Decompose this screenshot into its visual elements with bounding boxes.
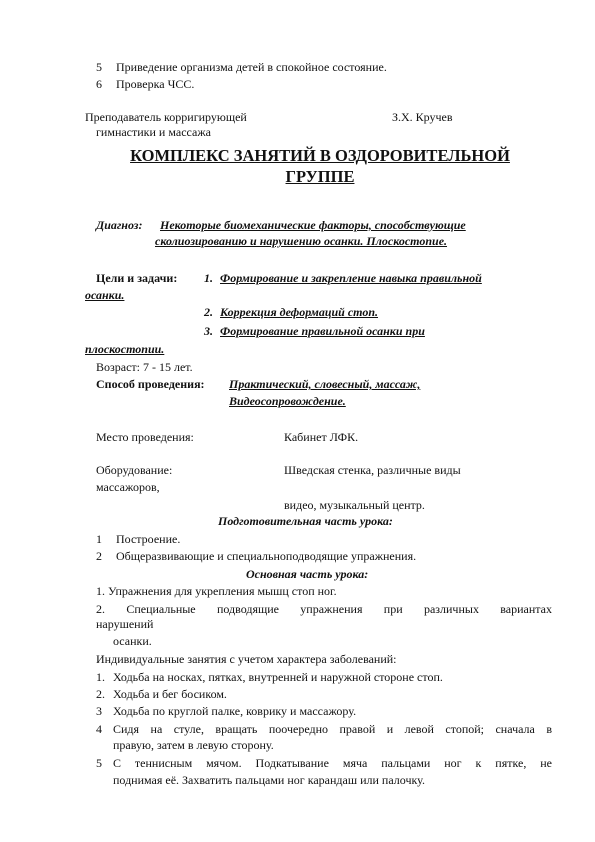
main-part-heading: Основная часть урока:: [246, 567, 369, 581]
list-item-text-continued: правую, затем в левую сторону.: [113, 738, 274, 752]
equipment-label: Оборудование:: [96, 463, 173, 477]
list-number: 1.: [96, 670, 105, 684]
individual-intro: Индивидуальные занятия с учетом характера заболеваний:: [96, 652, 397, 666]
list-item-text: Проверка ЧСС.: [116, 77, 195, 91]
goal-2-number: 2.: [204, 305, 213, 319]
goal-1-text-line2: осанки.: [85, 288, 125, 302]
goal-1-text-line1: Формирование и закрепление навыка правильной: [220, 271, 482, 285]
age-line: Возраст: 7 - 15 лет.: [96, 360, 193, 374]
list-item-text: Ходьба по круглой палке, коврику и массажору.: [113, 704, 357, 718]
diagnosis-text-line1: Некоторые биомеханические факторы, способствующие: [160, 218, 466, 232]
list-item-text: Ходьба и бег босиком.: [113, 687, 227, 701]
equipment-value-line2: массажоров,: [96, 480, 160, 494]
goal-1-number: 1.: [204, 271, 213, 285]
main-item-2-line1: 2. Специальные подводящие упражнения при различных вариантах: [96, 602, 552, 616]
list-item-text: Общеразвивающие и специальноподводящие упражнения.: [116, 549, 417, 563]
page-title-line2: ГРУППЕ: [285, 167, 355, 186]
goals-label: Цели и задачи:: [96, 271, 178, 285]
equipment-value-line1: Шведская стенка, различные виды: [284, 463, 461, 477]
list-number: 2.: [96, 687, 105, 701]
place-value: Кабинет ЛФК.: [284, 430, 359, 444]
diagnosis-label: Диагноз:: [96, 218, 143, 232]
list-number: 5: [96, 756, 102, 770]
equipment-value-line3: видео, музыкальный центр.: [284, 498, 425, 512]
list-item-text-continued: поднимая её. Захватить пальцами ног карандаш или палочку.: [113, 773, 425, 787]
goal-3-text-line1: Формирование правильной осанки при: [220, 324, 425, 338]
goal-3-number: 3.: [204, 324, 213, 338]
list-number: 4: [96, 722, 102, 736]
main-item-1: 1. Упражнения для укрепления мышц стоп ног.: [96, 584, 337, 598]
prep-part-heading: Подготовительная часть урока:: [218, 514, 393, 528]
goal-2-text: Коррекция деформаций стоп.: [220, 305, 379, 319]
diagnosis-text-line2: сколиозированию и нарушению осанки. Плоскостопие.: [155, 234, 448, 248]
method-label: Способ проведения:: [96, 377, 205, 391]
list-number: 3: [96, 704, 102, 718]
list-item-text: Сидя на стуле, вращать поочередно правой и левой стопой; сначала в: [113, 722, 552, 736]
list-item-text: Ходьба на носках, пятках, внутренней и наружной стороне стоп.: [113, 670, 443, 684]
list-number: 2: [96, 549, 102, 563]
teacher-role-line1: Преподаватель корригирующей: [85, 110, 247, 124]
list-number: 1: [96, 532, 102, 546]
list-number: 5: [96, 60, 102, 74]
method-value-line1: Практический, словесный, массаж,: [229, 377, 421, 391]
method-value-line2: Видеосопровождение.: [229, 394, 346, 408]
list-item-text: С теннисным мячом. Подкатывание мяча пальцами ног к пятке, не: [113, 756, 552, 770]
main-item-2-line2: нарушений: [96, 617, 154, 631]
main-item-2-line3: осанки.: [113, 634, 152, 648]
teacher-role-line2: гимнастики и массажа: [96, 125, 211, 139]
list-item-text: Построение.: [116, 532, 181, 546]
list-number: 6: [96, 77, 102, 91]
list-item-text: Приведение организма детей в спокойное состояние.: [116, 60, 387, 74]
teacher-name: З.Х. Кручев: [392, 110, 453, 124]
place-label: Место проведения:: [96, 430, 194, 444]
goal-3-text-line2: плоскостопии.: [85, 342, 165, 356]
page-title-line1: КОМПЛЕКС ЗАНЯТИЙ В ОЗДОРОВИТЕЛЬНОЙ: [130, 146, 510, 165]
